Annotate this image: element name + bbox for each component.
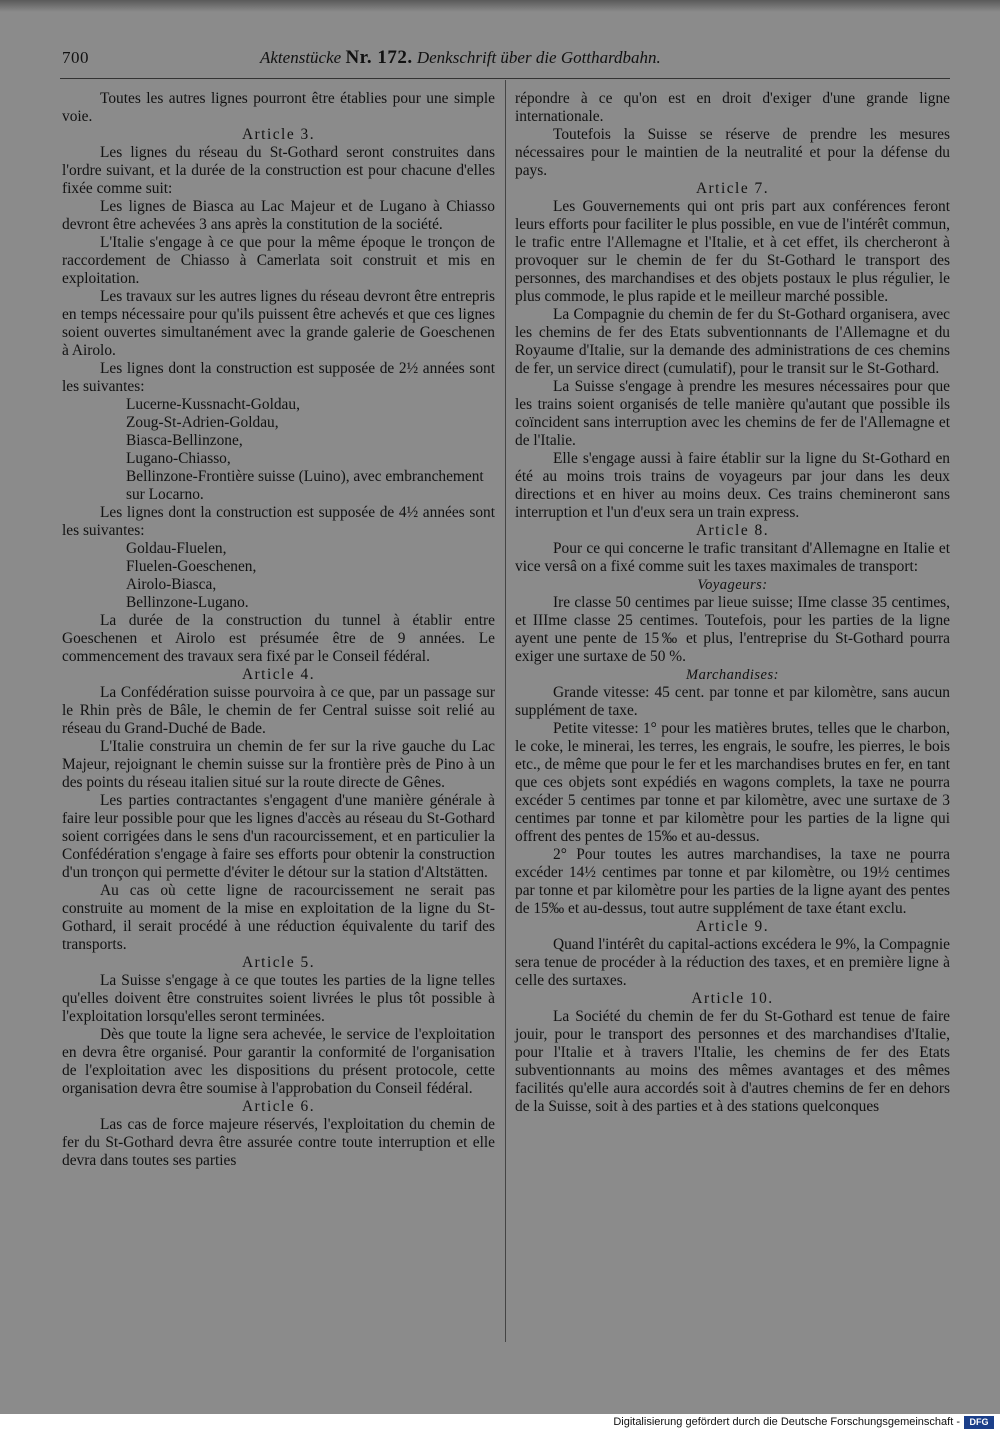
column-divider [505, 80, 506, 1342]
header-rule [60, 78, 950, 79]
paragraph: Las cas de force majeure réservés, l'exploitation du chemin de fer du St-Gothard devra être assurée contre toute interruption et elle devra dans toutes ses parties [62, 1116, 495, 1169]
paragraph: La durée de la construction du tunnel à établir entre Goeschenen et Airolo est présumée être de 9 années. Le commencement des travaux sera fixé par le Conseil fédéral. [62, 612, 495, 665]
left-column [62, 90, 495, 1170]
list-item: Lugano-Chiasso, [126, 450, 231, 467]
paragraph: La Suisse s'engage à prendre les mesures nécessaires pour que les trains soient organisés de telle manière qu'autant que possible ils coïncident sans interruption avec les chemins de fer de l'Allemagne et de l'Italie. [515, 378, 950, 449]
paragraph: La Compagnie du chemin de fer du St-Gothard organisera, avec les chemins de fer des Etats subventionnants de l'Allemagne et du Royaume d'Italie, sur la demande des administrations de ces chemins de fer, un service direct (cumulatif), pour le transit sur le St-Gothard. [515, 306, 950, 377]
article-heading: Article 10. [691, 990, 774, 1007]
running-title-suffix: Denkschrift über die Gotthardbahn. [416, 48, 661, 67]
paragraph: 2° Pour toutes les autres marchandises, la taxe ne pourra excéder 14½ centimes par tonne et par kilomètre, ou 19½ centimes par tonne et par kilomètre pour les parties de la ligne ayant des pentes de 15‰ et au-dessus, tout autre supplément de taxe étant exclu. [515, 846, 950, 917]
paragraph: Les lignes dont la construction est supposée de 4½ années sont les suivantes: [62, 504, 495, 539]
line-list [62, 396, 495, 504]
article-heading: Article 7. [695, 180, 770, 197]
list-item: Lucerne-Kussnacht-Goldau, [126, 396, 300, 413]
paragraph: La Confédération suisse pourvoira à ce que, par un passage sur le Rhin près de Bâle, le chemin de fer Central suisse soit relié au réseau du Grand-Duché de Bade. [62, 684, 495, 737]
list-item: Fluelen-Goeschenen, [126, 558, 257, 575]
paragraph: La Société du chemin de fer du St-Gothard est tenue de faire jouir, pour le transport des personnes et des marchandises d'Italie, pour l'Italie et à travers l'Italie, les chemins de fer des Etats subventionnants au moins des mêmes avantages et des mêmes facilités qu'elle aura accordés soit à d'autres chemins de fer en dehors de la Suisse, soit à des parties et à des stations quelconques [515, 1008, 950, 1115]
paragraph: Les travaux sur les autres lignes du réseau devront être entrepris en temps nécessaire pour qu'ils puissent être achevés et que ces lignes soient ouvertes simultanément avec la grande galerie de Goeschenen à Airolo. [62, 288, 495, 359]
article-heading: Article 9. [695, 918, 770, 935]
running-title [260, 47, 760, 69]
article-heading: Article 3. [241, 126, 316, 143]
paragraph: Grande vitesse: 45 cent. par tonne et par kilomètre, sans aucun supplément de taxe. [515, 684, 950, 719]
list-item: Bellinzone-Lugano. [126, 594, 249, 611]
article-heading: Article 6. [241, 1098, 316, 1115]
page-number: 700 [62, 48, 89, 67]
paragraph: Dès que toute la ligne sera achevée, le service de l'exploitation en devra être organisé. Pour garantir la conformité de l'organisation de l'exploitation avec les dispositions du présent protocole, cette organisation devra être soumise à l'approbation du Conseil fédéral. [62, 1026, 495, 1097]
paragraph: Les Gouvernements qui ont pris part aux conférences feront leurs efforts pour faciliter le plus possible, en vue de l'intérêt commun, le trafic entre l'Allemagne et l'Italie, et à cet effet, ils chercheront à provoquer sur le chemin de fer du St-Gothard le transport des personnes, des marchandises et des objets postaux le plus régulier, le plus commode, le plus rapide et le meilleur marché possible. [515, 198, 950, 305]
paragraph: Les lignes dont la construction est supposée de 2½ années sont les suivantes: [62, 360, 495, 395]
list-item: Airolo-Biasca, [126, 576, 217, 593]
list-item: Bellinzone-Frontière suisse (Luino), avec embranchement sur Locarno. [126, 468, 484, 503]
paragraph: L'Italie s'engage à ce que pour la même époque le tronçon de raccordement de Chiasso à Camerlata soit construit et mis en exploitation. [62, 234, 495, 287]
paragraph: L'Italie construira un chemin de fer sur la rive gauche du Lac Majeur, rejoignant le chemin suisse sur la frontière près de Pino à un des points du réseau italien situé sur la route directe de Gênes. [62, 738, 495, 791]
article-heading: Article 4. [241, 666, 316, 683]
paragraph: Toutes les autres lignes pourront être établies pour une simple voie. [62, 90, 495, 125]
paragraph: Les lignes du réseau du St-Gothard seront construites dans l'ordre suivant, et la durée de la construction est pour chacune d'elles fixée comme suit: [62, 144, 495, 197]
paragraph: Ire classe 50 centimes par lieue suisse; IIme classe 35 centimes, et IIIme classe 25 centimes. Toutefois, pour les parties de la ligne ayent une pente de 15‰ et plus, l'entreprise du St-Gothard pourra exiger une surtaxe de 50 %. [515, 594, 950, 665]
page-top-edge [0, 0, 1000, 12]
running-title-number: Nr. 172. [345, 47, 413, 68]
paragraph: Petite vitesse: 1° pour les matières brutes, telles que le charbon, le coke, le minerai, les terres, les engrais, le soufre, les pierres, le bois etc., de même que pour le fer et les marchandises brutes en fer, en tant que ces objets sont expédiés en wagons complets, la taxe ne pourra excéder 5 centimes par tonne et par kilomètre, avec une surtaxe de 3 centimes par tonne et par kilomètre pour les parties de la ligne qui offrent des pentes de 15‰ et au-dessus. [515, 720, 950, 845]
article-heading: Article 8. [695, 522, 770, 539]
paragraph: Les parties contractantes s'engagent d'une manière générale à faire leur possible pour que les lignes d'accès au réseau du St-Gothard soient corrigées dans le sens d'un racourcissement, et en particulier la Confédération s'engage à faire ses efforts pour obtenir la construction d'un tronçon qui permette d'éviter le détour sur la station d'Altstätten. [62, 792, 495, 881]
article-heading: Article 5. [241, 954, 316, 971]
paragraph: Quand l'intérêt du capital-actions excédera le 9%, la Compagnie sera tenue de procéder à la réduction des taxes, et en première ligne à celle des surtaxes. [515, 936, 950, 989]
paragraph: Pour ce qui concerne le trafic transitant d'Allemagne en Italie et vice versâ on a fixé comme suit les taxes maximales de transport: [515, 540, 950, 575]
list-item: Zoug-St-Adrien-Goldau, [126, 414, 279, 431]
running-title-prefix: Aktenstücke [260, 48, 342, 67]
funding-notice: Digitalisierung gefördert durch die Deutsche Forschungsgemeinschaft - [613, 1416, 960, 1428]
right-column [515, 90, 950, 1116]
paragraph: Au cas où cette ligne de racourcissement ne serait pas construite au moment de la mise en exploitation de la ligne du St-Gothard, il serait procédé à une réduction équivalente du tarif des transports. [62, 882, 495, 953]
paragraph: Les lignes de Biasca au Lac Majeur et de Lugano à Chiasso devront être achevées 3 ans après la constitution de la société. [62, 198, 495, 233]
list-item: Biasca-Bellinzone, [126, 432, 243, 449]
line-list [62, 540, 495, 612]
footer [0, 1414, 1000, 1432]
paragraph: répondre à ce qu'on est en droit d'exiger d'une grande ligne internationale. [515, 90, 950, 125]
subheading-voyageurs: Voyageurs: [697, 577, 768, 593]
paragraph: Elle s'engage aussi à faire établir sur la ligne du St-Gothard en été au moins trois trains de voyageurs par jour dans les deux directions et en hiver au moins deux. Ces trains chemineront sans interruption et l'un d'eux sera un train express. [515, 450, 950, 521]
list-item: Goldau-Fluelen, [126, 540, 227, 557]
page-header [62, 47, 752, 73]
paragraph: La Suisse s'engage à ce que toutes les parties de la ligne telles qu'elles doivent être construites soient livrées le plus tôt possible à l'exploitation lorsqu'elles seront terminées. [62, 972, 495, 1025]
subheading-marchandises: Marchandises: [686, 667, 779, 683]
paragraph: Toutefois la Suisse se réserve de prendre les mesures nécessaires pour le maintien de la neutralité et pour la défense du pays. [515, 126, 950, 179]
dfg-logo[interactable]: DFG [964, 1416, 994, 1429]
